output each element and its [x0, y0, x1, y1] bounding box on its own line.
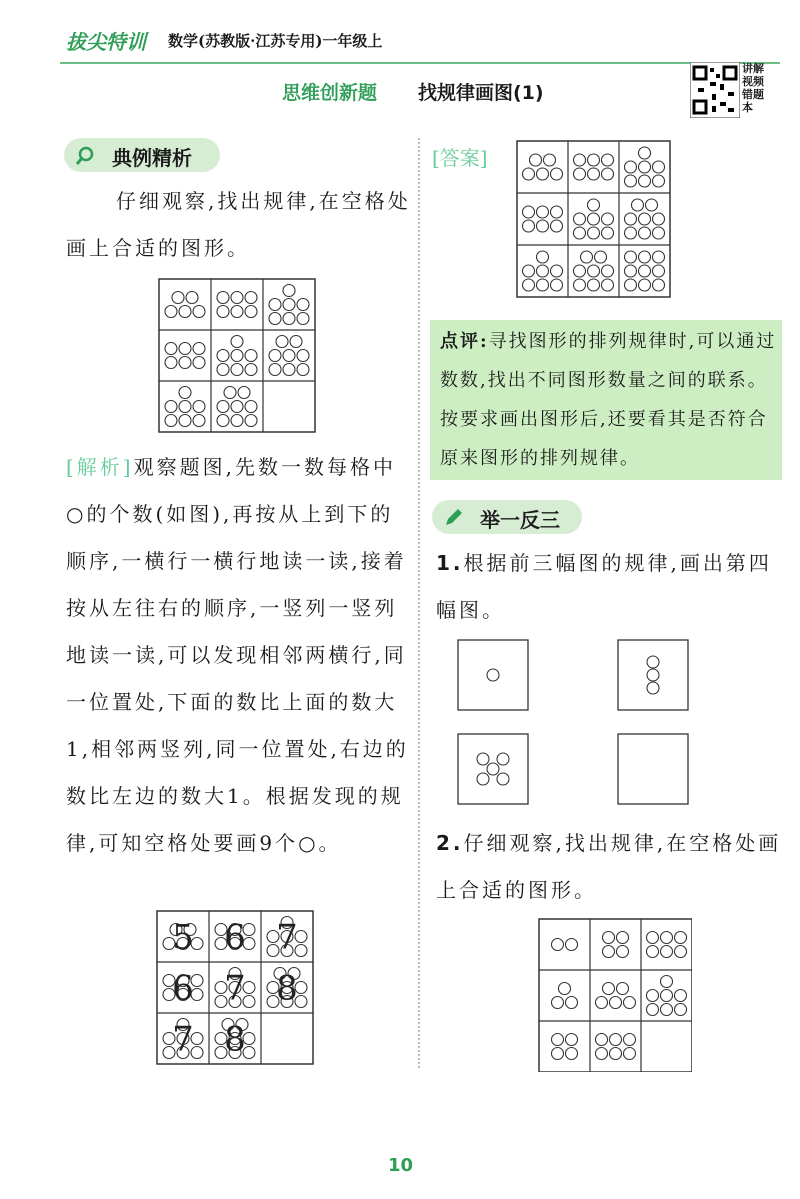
circle-mark — [269, 313, 281, 325]
count-label: 6 — [172, 968, 194, 1009]
circle-mark — [653, 279, 665, 291]
circle-mark — [231, 415, 243, 427]
circle-mark — [551, 279, 563, 291]
circle-mark — [523, 279, 535, 291]
grid-cell — [217, 387, 257, 427]
circle-mark — [625, 161, 637, 173]
circle-mark — [574, 154, 586, 166]
circle-mark — [217, 364, 229, 376]
count-label: 8 — [224, 1019, 246, 1060]
grid-cell — [215, 1019, 255, 1060]
grid-cell — [523, 206, 563, 232]
circle-mark — [217, 415, 229, 427]
circle-mark — [639, 175, 651, 187]
circle-mark — [639, 279, 651, 291]
circle-mark — [217, 292, 229, 304]
circle-mark — [497, 773, 509, 785]
count-label: 6 — [224, 917, 246, 958]
circle-mark — [537, 279, 549, 291]
circle-mark — [276, 336, 288, 348]
circle-mark — [497, 753, 509, 765]
circle-mark — [588, 279, 600, 291]
circle-mark — [537, 265, 549, 277]
circle-mark — [653, 265, 665, 277]
pattern-box — [618, 640, 688, 710]
circle-mark — [193, 415, 205, 427]
grid-cell — [217, 292, 257, 318]
circle-mark — [596, 1048, 608, 1060]
circle-mark — [231, 306, 243, 318]
circle-mark — [647, 1004, 659, 1016]
circle-mark — [551, 220, 563, 232]
circle-mark — [596, 997, 608, 1009]
grid-cell — [625, 147, 665, 187]
circle-mark — [224, 387, 236, 399]
circle-mark — [653, 251, 665, 263]
circle-mark — [653, 213, 665, 225]
circle-mark — [245, 415, 257, 427]
circle-mark — [523, 168, 535, 180]
grid-cell — [603, 932, 629, 958]
circle-mark — [647, 990, 659, 1002]
circle-mark — [283, 299, 295, 311]
circle-mark — [653, 161, 665, 173]
example-section-pill — [64, 138, 220, 172]
grid-cell — [163, 969, 203, 1009]
circle-mark — [647, 682, 659, 694]
circle-mark — [675, 1004, 687, 1016]
circle-mark — [653, 175, 665, 187]
circle-mark — [639, 213, 651, 225]
circle-mark — [537, 168, 549, 180]
circle-mark — [544, 154, 556, 166]
answer-grid — [516, 140, 672, 298]
circle-mark — [217, 306, 229, 318]
answer-box[interactable] — [618, 734, 688, 804]
grid-cell — [647, 976, 687, 1016]
circle-mark — [588, 227, 600, 239]
circle-mark — [165, 306, 177, 318]
circle-mark — [487, 669, 499, 681]
circle-mark — [675, 932, 687, 944]
circle-mark — [661, 946, 673, 958]
grid-cell — [574, 251, 614, 291]
grid-cell — [552, 939, 578, 951]
comment-label: 点评 — [440, 331, 480, 352]
analysis-paragraph — [66, 444, 416, 867]
circle-mark — [574, 168, 586, 180]
pencil-icon — [442, 507, 464, 529]
circle-mark — [566, 1034, 578, 1046]
circle-mark — [661, 1004, 673, 1016]
circle-mark — [238, 387, 250, 399]
q2-paragraph — [436, 820, 786, 914]
numbered-grid — [156, 910, 316, 1066]
q1-number: 1. — [436, 551, 464, 575]
circle-mark — [639, 147, 651, 159]
circle-mark — [172, 292, 184, 304]
circle-mark — [625, 227, 637, 239]
grid-cell — [523, 154, 563, 180]
grid-cell — [267, 917, 307, 958]
circle-mark — [602, 227, 614, 239]
circle-mark — [639, 161, 651, 173]
circle-mark — [588, 168, 600, 180]
circle-mark — [617, 932, 629, 944]
circle-mark — [283, 364, 295, 376]
q2-number: 2. — [436, 831, 464, 855]
circle-mark — [283, 313, 295, 325]
circle-mark — [588, 199, 600, 211]
circle-mark — [179, 401, 191, 413]
qr-code-icon[interactable] — [690, 62, 740, 118]
count-label: 8 — [276, 968, 298, 1009]
circle-mark — [283, 350, 295, 362]
circle-mark — [610, 1048, 622, 1060]
grid-cell — [165, 343, 205, 369]
circle-mark — [647, 669, 659, 681]
circle-mark — [179, 415, 191, 427]
circle-mark — [653, 227, 665, 239]
circle-mark — [625, 265, 637, 277]
circle-mark — [602, 154, 614, 166]
pattern-box — [458, 640, 528, 710]
circle-mark — [602, 279, 614, 291]
circle-mark — [269, 350, 281, 362]
circle-mark — [639, 227, 651, 239]
grid-cell — [217, 336, 257, 376]
empty-cell[interactable] — [262, 1014, 312, 1063]
circle-mark — [625, 213, 637, 225]
circle-mark — [523, 265, 535, 277]
circle-mark — [595, 251, 607, 263]
brand-logo: 拔尖特训 — [66, 30, 146, 54]
circle-mark — [231, 336, 243, 348]
circle-mark — [574, 213, 586, 225]
circle-mark — [179, 306, 191, 318]
circle-mark — [487, 763, 499, 775]
empty-cell-area — [264, 382, 314, 431]
circle-mark — [625, 251, 637, 263]
circle-mark — [231, 292, 243, 304]
circle-mark — [581, 251, 593, 263]
circle-mark — [552, 939, 564, 951]
circle-mark — [552, 1048, 564, 1060]
circle-mark — [245, 350, 257, 362]
example-grid — [158, 278, 318, 434]
grid-cell — [596, 983, 636, 1009]
circle-mark — [588, 265, 600, 277]
circle-mark — [283, 285, 295, 297]
circle-mark — [551, 206, 563, 218]
circle-mark — [647, 656, 659, 668]
circle-mark — [632, 199, 644, 211]
circle-mark — [290, 336, 302, 348]
circle-mark — [245, 292, 257, 304]
circle-mark — [269, 364, 281, 376]
circle-mark — [193, 306, 205, 318]
circle-mark — [566, 997, 578, 1009]
empty-cell-area — [642, 1022, 691, 1071]
circle-mark — [574, 265, 586, 277]
circle-mark — [193, 343, 205, 355]
grid-cell — [574, 199, 614, 239]
circle-mark — [610, 1034, 622, 1046]
circle-mark — [530, 154, 542, 166]
grid-cell — [165, 387, 205, 427]
circle-mark — [297, 313, 309, 325]
grid-cell — [163, 1019, 203, 1060]
circle-mark — [186, 292, 198, 304]
circle-mark — [559, 983, 571, 995]
circle-mark — [537, 220, 549, 232]
circle-mark — [165, 343, 177, 355]
circle-mark — [625, 175, 637, 187]
circle-mark — [552, 997, 564, 1009]
circle-mark — [675, 946, 687, 958]
circle-mark — [231, 401, 243, 413]
circle-mark — [661, 976, 673, 988]
circle-mark — [245, 306, 257, 318]
circle-mark — [574, 227, 586, 239]
grid-cell — [269, 285, 309, 325]
circle-mark — [537, 251, 549, 263]
circle-mark — [231, 364, 243, 376]
circle-mark — [551, 265, 563, 277]
practice-section-label: 举一反三 — [480, 508, 560, 532]
circle-mark — [617, 946, 629, 958]
circle-mark — [624, 997, 636, 1009]
circle-mark — [179, 343, 191, 355]
grid-cell — [552, 1034, 578, 1060]
answer-tag: [答案] — [432, 146, 488, 170]
circle-mark — [603, 932, 615, 944]
circle-mark — [639, 251, 651, 263]
grid-cell — [552, 983, 578, 1009]
example-section-label: 典例精析 — [112, 146, 192, 170]
grid-cell — [596, 1034, 636, 1060]
grid-cell — [215, 918, 255, 958]
circle-mark — [624, 1048, 636, 1060]
grid-cell — [163, 918, 203, 958]
circle-mark — [603, 983, 615, 995]
count-label: 7 — [172, 1019, 194, 1060]
circle-mark — [566, 1048, 578, 1060]
count-label: 7 — [276, 917, 298, 958]
circle-mark — [647, 946, 659, 958]
circle-mark — [165, 415, 177, 427]
grid-cell — [267, 968, 307, 1009]
circle-mark — [661, 990, 673, 1002]
q2-grid[interactable] — [538, 918, 692, 1072]
circle-mark — [566, 939, 578, 951]
qr-label: 讲解视频错题本 — [742, 62, 764, 114]
circle-mark — [610, 997, 622, 1009]
grid-cell — [523, 251, 563, 291]
circle-mark — [179, 387, 191, 399]
circle-mark — [596, 1034, 608, 1046]
comment-text: 寻找图形的排列规律时,可以通过数数,找出不同图形数量之间的联系。按要求画出图形后,还要看其是否符合原来图形的排列规律。 — [440, 331, 777, 469]
practice-section-pill — [432, 500, 582, 534]
circle-mark — [617, 983, 629, 995]
analysis-tag: [解析] — [66, 455, 134, 479]
column-divider — [418, 138, 420, 1068]
circle-mark — [639, 265, 651, 277]
circle-mark — [602, 168, 614, 180]
circle-mark — [297, 364, 309, 376]
pattern-box — [458, 734, 528, 804]
circle-mark — [179, 357, 191, 369]
circle-mark — [624, 1034, 636, 1046]
circle-mark — [646, 199, 658, 211]
circle-mark — [477, 773, 489, 785]
count-label: 5 — [172, 917, 194, 958]
circle-mark — [165, 401, 177, 413]
q1-paragraph — [436, 540, 786, 634]
title-category: 思维创新题 — [282, 82, 378, 104]
circle-mark — [625, 279, 637, 291]
book-subject: 数学(苏教版·江苏专用)一年级上 — [168, 32, 383, 50]
circle-mark — [537, 206, 549, 218]
circle-mark — [661, 932, 673, 944]
grid-cell — [625, 251, 665, 291]
q1-boxes — [456, 638, 696, 806]
circle-mark — [588, 154, 600, 166]
empty-cell-area — [262, 1014, 312, 1063]
circle-mark — [245, 401, 257, 413]
grid-cell — [165, 292, 205, 318]
circle-mark — [588, 213, 600, 225]
circle-mark — [193, 357, 205, 369]
header-rule — [60, 62, 780, 64]
q1-text: 根据前三幅图的规律,画出第四幅图。 — [436, 551, 772, 622]
circle-mark — [297, 350, 309, 362]
circle-mark — [647, 932, 659, 944]
circle-mark — [165, 357, 177, 369]
circle-mark — [551, 168, 563, 180]
example-question: 仔细观察,找出规律,在空格处画上合适的图形。 — [66, 189, 411, 260]
page-number: 10 — [388, 1155, 414, 1176]
circle-mark — [603, 946, 615, 958]
comment-paragraph: 点评:寻找图形的排列规律时,可以通过数数,找出不同图形数量之间的联系。按要求画出图形后,还要看其是否符合原来图形的排列规律。 — [440, 331, 777, 469]
title-topic: 找规律画图(1) — [418, 82, 544, 104]
grid-cell — [647, 932, 687, 958]
circle-mark — [602, 265, 614, 277]
circle-mark — [523, 206, 535, 218]
grid-cell — [215, 968, 255, 1009]
circle-mark — [602, 213, 614, 225]
circle-mark — [523, 220, 535, 232]
circle-mark — [245, 364, 257, 376]
q2-text: 仔细观察,找出规律,在空格处画上合适的图形。 — [436, 831, 782, 902]
empty-cell[interactable] — [264, 382, 314, 431]
circle-mark — [269, 299, 281, 311]
circle-mark — [217, 350, 229, 362]
circle-mark — [193, 401, 205, 413]
count-label: 7 — [224, 968, 246, 1009]
circle-mark — [675, 990, 687, 1002]
magnifier-icon — [74, 145, 96, 167]
grid-cell — [625, 199, 665, 239]
circle-mark — [217, 401, 229, 413]
circle-mark — [231, 350, 243, 362]
circle-mark — [297, 299, 309, 311]
analysis-text: 观察题图,先数一数每格中○的个数(如图),再按从上到下的顺序,一横行一横行地读一读,接着按从左往右的顺序,一竖列一竖列地读一读,可以发现相邻两横行,同一位置处,下面的数比上面的数大1,相邻两竖列,同一位置处,右边的数比左边的数大1。根据发现的规律,可知空格处要画9个○。 — [66, 455, 409, 855]
circle-mark — [477, 753, 489, 765]
grid-cell — [574, 154, 614, 180]
circle-mark — [552, 1034, 564, 1046]
grid-cell — [269, 336, 309, 376]
circle-mark — [574, 279, 586, 291]
empty-cell[interactable] — [642, 1022, 691, 1071]
